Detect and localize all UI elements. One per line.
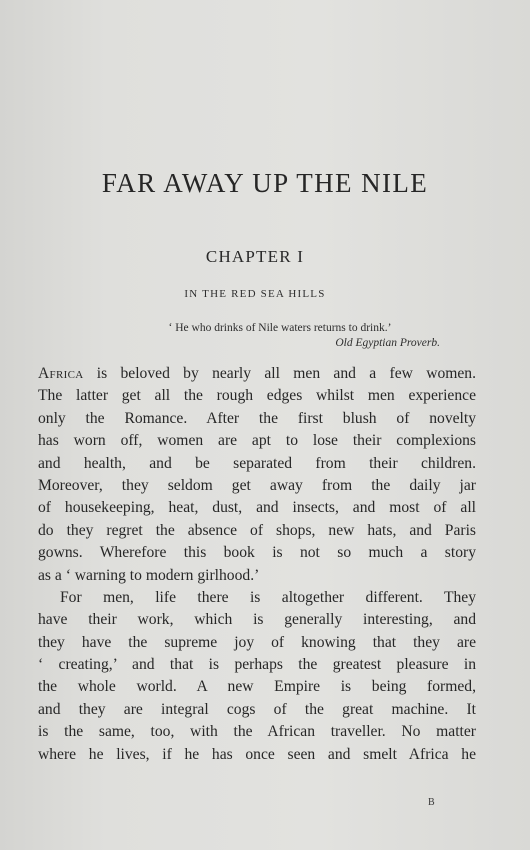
epigraph-attribution: Old Egyptian Proverb. <box>335 337 440 349</box>
book-title: FAR AWAY UP THE NILE <box>101 168 429 198</box>
paragraph-line: have their work, which is generally interesting, and <box>38 611 476 629</box>
line-text: is beloved by nearly all men and a few women. <box>83 365 476 382</box>
paragraph-line: ‘ creating,’ and that is perhaps the greatest pleasure in <box>38 656 476 674</box>
paragraph-line: and they are integral cogs of the great machine. It <box>38 700 476 718</box>
chapter-subtitle: IN THE RED SEA HILLS <box>184 288 326 300</box>
paragraph-line: has worn off, women are apt to lose their complexions <box>38 432 476 450</box>
paragraph-line: as a ‘ warning to modern girlhood.’ <box>38 566 260 584</box>
paragraph-line: and health, and be separated from their children. <box>38 454 476 472</box>
paragraph-line: gowns. Wherefore this book is not so much a story <box>38 544 476 562</box>
epigraph-quote: ‘ He who drinks of Nile waters returns to drink.’ <box>168 322 392 334</box>
paragraph-line: Moreover, they seldom get away from the daily jar <box>38 476 476 494</box>
epigraph <box>120 321 440 351</box>
paragraph-line: the whole world. A new Empire is being formed, <box>38 678 476 696</box>
paragraph-line <box>38 363 476 385</box>
body-text <box>38 363 476 766</box>
paragraph-line: they have the supreme joy of knowing that they are <box>38 633 476 651</box>
paragraph-line: of housekeeping, heat, dust, and insects, and most of all <box>38 499 476 517</box>
signature-mark: B <box>428 797 435 808</box>
drop-word: Africa <box>38 365 84 382</box>
paragraph-line: The latter get all the rough edges whilst men experience <box>38 387 476 405</box>
paragraph-line: is the same, too, with the African traveller. No matter <box>38 723 476 741</box>
chapter-heading: CHAPTER I <box>205 247 305 266</box>
paragraph-line: do they regret the absence of shops, new hats, and Paris <box>38 521 476 539</box>
paragraph-line: where he lives, if he has once seen and smelt Africa he <box>38 745 476 763</box>
paragraph-line: only the Romance. After the first blush of novelty <box>38 409 476 427</box>
paragraph-line: For men, life there is altogether different. They <box>60 588 476 606</box>
